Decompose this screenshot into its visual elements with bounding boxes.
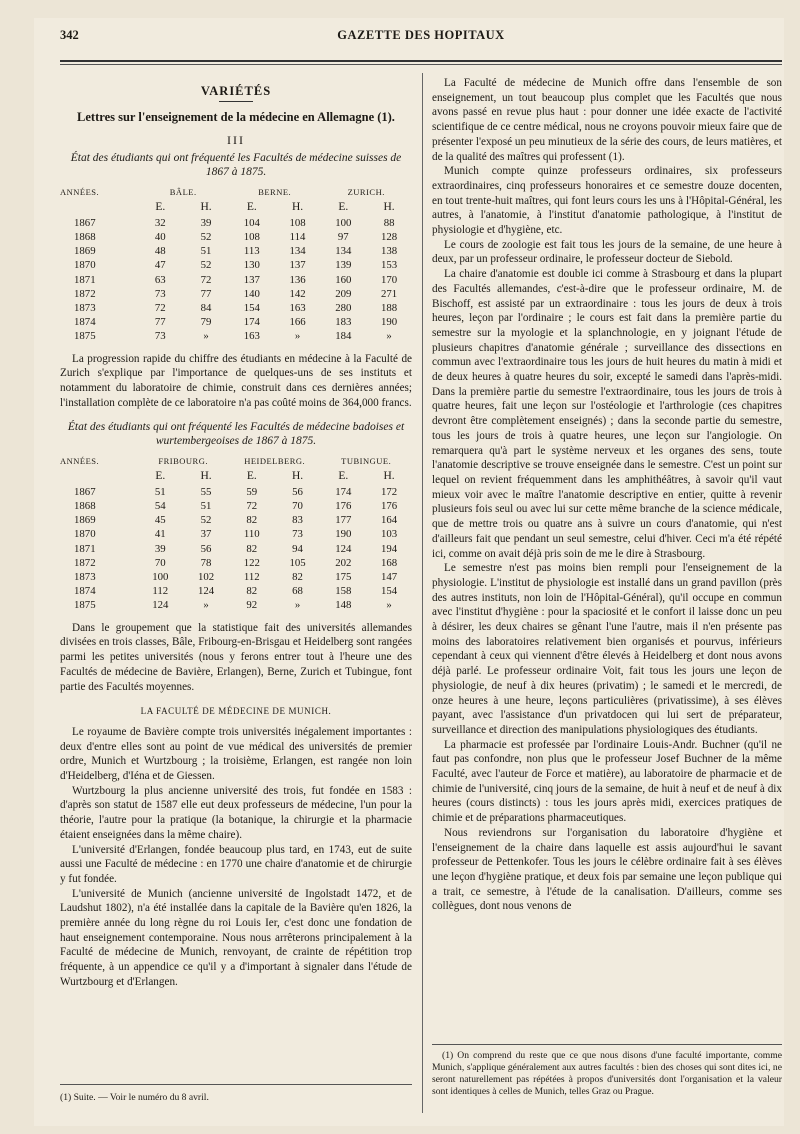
table-cell-value: 134 <box>335 245 352 258</box>
table-cell-year: 1875 <box>74 330 96 343</box>
table-cell-year: 1868 <box>74 500 96 513</box>
table-cell-value: 104 <box>243 216 260 229</box>
table-cell-value: 51 <box>200 245 212 258</box>
footnote-rule <box>60 1084 412 1085</box>
paragraph-wurtzbourg: Wurtzbourg la plus ancienne université des trois, fut fondée en 1583 : d'après son statut de 1587 elle eut deux professeurs de médecine, l'un pour la théorie, l'autre pour la pratique (la botanique, la chirurgie et la pharmacie étaient enseignées dans la même chaire). <box>60 784 412 841</box>
table-cell-year: 1873 <box>74 571 96 584</box>
table-cell-value: 56 <box>200 542 212 555</box>
table-cell-value: 174 <box>243 316 260 329</box>
table-cell-value: 271 <box>380 287 398 300</box>
table-cell-value: 166 <box>289 316 306 329</box>
table-cell-year: 1874 <box>74 585 96 598</box>
table-cell-value: » <box>386 330 392 343</box>
table-cell-value: 82 <box>246 514 258 527</box>
table-row <box>60 499 412 513</box>
table-cell-value: 163 <box>289 302 306 315</box>
table-cell-value: 73 <box>154 287 166 300</box>
table-cell-value: 72 <box>246 500 258 513</box>
table-cell-value: 73 <box>292 528 303 541</box>
paragraph-anatomy: La chaire d'anatomie est double ici comme à Strasbourg et dans la plupart des Facultés allemandes, c'est-à-dire que le professeur ordinaire, M. de Bischoff, est assisté par un extraordinaire : tous les jours de deux à trois heures, leçon par l'ordinaire ; le cours est fait dans la première partie du semestre sur la myologie et la splanchnologie, en y joignant l'étude de plusieurs chapitres d'anatomie générale ; surveillance des dissections en commun avec l'extraordinaire tous les jours de huit heures du matin à midi et de deux heures à quatre heures du soir, excepté le samedi dans l'après-midi. Dans la première partie du semestre l'extraordinaire, tous les jours de trois à quatre heures, fait une leçon sur l'ostéologie et l'arthrologie (ces chapitres devront être complètement enseignés) ; dans la seconde partie du semestre, tous les jours de trois à quatre heures, une leçon sur l'angiologie. On remarquera qu'à part le système nerveux et les organes des sens, toute l'anatomie descriptive se trouve enseignée dans le semestre. C'est un point sur lequel on revient fréquemment dans les amphithéâtres, à savoir qu'il vaut mieux voir avec le maître l'anatomie descriptive en entier, quitte à revenir plusieurs fois seul ou avec lui sur cette même branche de la science médicale, que de mettre trois ou quatre ans à suivre un cours d'anatomie, qui n'est d'ailleurs fait que pendant un seul semestre, celui d'hiver. Ceci m'a été répété ici, comme on avait déjà pris soin de me le dire à Strasbourg. <box>432 268 782 560</box>
table-cell-value: 103 <box>380 528 398 541</box>
table-cell-value: 110 <box>243 528 260 541</box>
table-cell-year: 1873 <box>74 302 96 315</box>
table-row <box>60 598 412 612</box>
table-subheader: H. <box>291 469 304 482</box>
table-cell-value: 138 <box>380 245 398 258</box>
paragraph-pharmacy: La pharmacie est professée par l'ordinaire Louis-Andr. Buchner (qu'il ne faut pas confondre, non plus que le professeur Josef Buchner de la même Faculté, avec l'auteur de Force et matière), au laboratoire de pharmacie et de chimie de l'université, cinq jours de la semaine, de huit à neuf et de neuf à dix heures (cours distincts) : tous les jours après midi, exercices pratiques de chimie et de préparations pharmaceutiques. <box>432 738 782 825</box>
table-cell-value: 130 <box>243 259 260 272</box>
table-subheader: H. <box>291 200 304 213</box>
table-cell-value: 128 <box>380 231 398 244</box>
table-header-group: FRIBOURG. <box>158 456 208 467</box>
table-cell-value: 183 <box>335 316 352 329</box>
table-cell-value: 77 <box>200 287 212 300</box>
newspaper-page <box>34 18 784 1126</box>
table-cell-value: 54 <box>154 500 166 513</box>
table-cell-value: 164 <box>380 514 398 527</box>
table-cell-value: 59 <box>246 485 258 498</box>
table-cell-value: 176 <box>380 500 398 513</box>
table-row <box>60 230 412 244</box>
table-cell-value: 82 <box>246 542 258 555</box>
table-cell-year: 1872 <box>74 287 96 300</box>
table-cell-value: » <box>203 330 209 343</box>
table-cell-year: 1870 <box>74 528 96 541</box>
table-row <box>60 513 412 527</box>
paragraph-zoology: Le cours de zoologie est fait tous les jours de la semaine, de une heure à deux, par un professeur ordinaire, le professeur docteur de Siebold. <box>432 238 782 266</box>
table-cell-value: 51 <box>154 485 166 498</box>
paragraph-bavaria: Le royaume de Bavière compte trois universités inégalement importantes : deux d'entre elles sont au point de vue médical des universités de premier ordre, Munich et Wurtzbourg ; la troisième, Erlangen, est rangée non loin d'Heidelberg, d'Iéna et de Giessen. <box>60 725 412 783</box>
table-cell-value: 113 <box>243 245 260 258</box>
table-header-group: ZURICH. <box>347 187 385 198</box>
table-cell-value: 92 <box>246 599 258 612</box>
article-title: Lettres sur l'enseignement de la médecine en Allemagne (1). <box>77 109 395 124</box>
table-cell-value: 77 <box>154 316 166 329</box>
table-row <box>60 258 412 272</box>
table-cell-value: 154 <box>243 302 260 315</box>
table-cell-value: 112 <box>243 571 260 584</box>
table-cell-year: 1869 <box>74 245 96 258</box>
table-cell-value: 136 <box>289 273 306 286</box>
table-row <box>60 287 412 301</box>
table-cell-value: 37 <box>200 528 212 541</box>
table-cell-value: 112 <box>152 585 169 598</box>
table-cell-year: 1870 <box>74 259 96 272</box>
table-cell-value: 45 <box>154 514 166 527</box>
table-row <box>60 485 412 499</box>
table-cell-value: 153 <box>380 259 398 272</box>
table-cell-value: 39 <box>154 542 166 555</box>
table-cell-value: 122 <box>243 556 260 569</box>
table-cell-value: 148 <box>335 599 352 612</box>
table-cell-value: 100 <box>335 216 352 229</box>
table-cell-value: 83 <box>292 514 303 527</box>
table-cell-value: 172 <box>380 485 398 498</box>
table-cell-year: 1871 <box>74 542 96 555</box>
paragraph-grouping: Dans le groupement que la statistique fait des universités allemandes divisées en trois classes, Bâle, Fribourg-en-Brisgau et Heidelberg sont rangées parmi les petites universités (nous y ferons entrer tout à l'heure une des Facultés de médecine de Bavière, Erlangen), Berne, Zurich et Tubingue, font partie des Facultés moyennes. <box>60 621 412 693</box>
table-header-years: ANNÉES. <box>60 187 100 198</box>
table-cell-value: 194 <box>380 542 398 555</box>
table-subheader: E. <box>338 469 349 482</box>
paragraph-zurich: La progression rapide du chiffre des étudiants en médecine à la Faculté de Zurich s'explique par l'importance de quelques-uns de ses instituts et notamment du laboratoire de chimie, construit dans ces dernières années; l'installation complète de ce laboratoire n'a pas coûté moins de 364,000 francs. <box>60 352 412 409</box>
table-header-group: HEIDELBERG. <box>244 456 306 467</box>
paragraph-erlangen: L'université d'Erlangen, fondée beaucoup plus tard, en 1743, eut de suite aussi une Faculté de médecine : en 1770 une chaire d'anatomie et de chirurgie y fut fondée. <box>60 843 412 885</box>
table-cell-value: 100 <box>152 571 169 584</box>
table-cell-year: 1871 <box>74 273 96 286</box>
table-subheader-row <box>60 469 412 485</box>
table-row <box>60 584 412 598</box>
table-cell-value: 41 <box>154 528 166 541</box>
table-cell-value: » <box>203 599 209 612</box>
left-column <box>60 76 412 990</box>
section-title: VARIÉTÉS <box>200 84 272 98</box>
table-header-group: BERNE. <box>258 187 292 198</box>
table-cell-value: 174 <box>335 485 352 498</box>
table-cell-value: 202 <box>335 556 352 569</box>
table-cell-value: 55 <box>200 485 212 498</box>
table-cell-value: 160 <box>335 273 352 286</box>
paragraph-physiology: Le semestre n'est pas moins bien rempli pour l'enseignement de la physiologie. L'institut de physiologie est installé dans un grand pavillon (près des autres instituts, non loin de l'Hôpital-Général), qu'il occupe en commun avec l'institut d'hygiène : pour la spaciosité et le confort il laisse donc un peu à désirer, les deux chaires se gênant l'une l'autre, mais il n'en présente pas moins des laboratoires relativement bien organisés et pourvus, inférieurs cependant à ceux qui viennent d'être élevés à Heidelberg et dont nous avons déjà parlé. Le professeur ordinaire Voit, fait tous les jours une leçon de physiologie, de neuf à dix heures (privatim) ; le samedi et le mercredi, de onze heures à une heure, leçons particulières (privatissime), à ses élèves payant, avec l'assistance d'un privatdocen qui lui sert de préparateur, surveillance et direction des manipulations physiologiques des étudiants. <box>432 562 782 736</box>
table-cell-value: 82 <box>292 571 303 584</box>
table1-title: État des étudiants qui ont fréquenté les Facultés de médecine suisses de 1867 à 1875. <box>70 152 402 179</box>
table-cell-value: 147 <box>380 571 398 584</box>
table-cell-value: 108 <box>243 231 260 244</box>
column-divider <box>422 73 423 1113</box>
table-cell-value: 32 <box>154 216 166 229</box>
table-cell-value: 52 <box>200 514 212 527</box>
table-row <box>60 329 412 343</box>
table-subheader: E. <box>246 469 257 482</box>
table-row <box>60 527 412 541</box>
table-cell-value: 124 <box>152 599 169 612</box>
table-cell-value: 137 <box>289 259 306 272</box>
table-row <box>60 301 412 315</box>
table-cell-value: 56 <box>292 485 303 498</box>
table-cell-value: 51 <box>200 500 212 513</box>
table-cell-value: 105 <box>289 556 306 569</box>
table1-body <box>60 200 412 344</box>
header-rule <box>60 60 782 62</box>
page-number: 342 <box>60 28 79 42</box>
table-subheader: E. <box>246 200 257 213</box>
table-cell-value: 47 <box>154 259 166 272</box>
footnote-rule <box>432 1044 782 1045</box>
table-row <box>60 244 412 258</box>
swiss-faculties-table <box>60 185 412 343</box>
part-number: III <box>227 132 245 147</box>
table-cell-value: 114 <box>289 231 306 244</box>
table-cell-value: 176 <box>335 500 352 513</box>
table-cell-year: 1875 <box>74 599 96 612</box>
table-cell-value: 158 <box>335 585 352 598</box>
table-subheader: H. <box>383 469 395 482</box>
table-cell-value: 73 <box>154 330 166 343</box>
paragraph-professors: Munich compte quinze professeurs ordinaires, six professeurs extraordinaires, cinq professeurs honoraires et ce semestre douze docenten, en tout trente-huit maîtres, qui font leurs cours les uns à l'Hôpital-Général, les autres, à l'anatomie, à l'institut d'anatomie pathologique, à l'institut de physiologie et d'hygiène, etc. <box>432 165 782 237</box>
table-cell-value: 139 <box>335 259 352 272</box>
table-cell-value: 39 <box>200 216 212 229</box>
table-cell-value: » <box>294 330 301 343</box>
table2-title: État des étudiants qui ont fréquenté les Facultés de médecine badoises et wurtembergeoises de 1867 à 1875. <box>67 421 405 448</box>
table-cell-year: 1869 <box>74 514 96 527</box>
table-cell-value: 52 <box>200 259 212 272</box>
baden-wurttemberg-faculties-table <box>60 454 412 612</box>
table-cell-year: 1868 <box>74 231 96 244</box>
table-header-years: ANNÉES. <box>60 456 100 467</box>
footnote-right <box>432 1050 782 1098</box>
table-row <box>60 542 412 556</box>
footnote-left: (1) Suite. — Voir le numéro du 8 avril. <box>60 1092 209 1103</box>
table-row <box>60 556 412 570</box>
table-cell-year: 1867 <box>74 485 96 498</box>
table-cell-value: 84 <box>200 302 212 315</box>
table-row <box>60 273 412 287</box>
table-cell-value: » <box>294 599 301 612</box>
table-cell-value: 170 <box>380 273 398 286</box>
table-header-group: TUBINGUE. <box>341 456 392 467</box>
paragraph-hygiene: Nous reviendrons sur l'organisation du laboratoire d'hygiène et l'enseignement de la chaire dans laquelle est assis aujourd'hui le savant professeur de Pettenkofer. Tous les jours le célèbre ordinaire fait à ses élèves une leçon d'hygiène pratique, et deux fois par semaine une leçon publique qui a trait, ce semestre, à l'étude de la canalisation. D'ailleurs, comme ses collègues, dont nous venons de <box>432 826 782 913</box>
table-cell-value: 280 <box>335 302 352 315</box>
table-cell-value: 168 <box>380 556 398 569</box>
table-cell-value: 40 <box>154 231 166 244</box>
table-cell-value: 177 <box>335 514 352 527</box>
table-cell-value: 134 <box>289 245 306 258</box>
table-cell-value: 102 <box>197 571 215 584</box>
table-cell-value: 108 <box>289 216 306 229</box>
table-cell-value: 175 <box>335 571 352 584</box>
table-cell-value: 97 <box>337 231 349 244</box>
table-cell-value: 72 <box>200 273 212 286</box>
table-cell-year: 1867 <box>74 216 96 229</box>
table-cell-value: 190 <box>380 316 398 329</box>
table2-body <box>60 469 412 613</box>
table-cell-value: 142 <box>289 287 306 300</box>
page-header <box>60 28 782 50</box>
right-column <box>432 76 782 914</box>
title-rule <box>219 101 253 102</box>
table-cell-value: 124 <box>335 542 352 555</box>
table-subheader: E. <box>155 200 166 213</box>
table-cell-value: 188 <box>380 302 398 315</box>
table-cell-value: 190 <box>335 528 352 541</box>
table-cell-value: 63 <box>154 273 166 286</box>
table-subheader: H. <box>383 200 395 213</box>
table-cell-value: 48 <box>154 245 166 258</box>
table-cell-value: 184 <box>335 330 352 343</box>
table-cell-value: 68 <box>292 585 303 598</box>
header-rule-thin <box>60 64 782 65</box>
table-cell-value: 140 <box>243 287 260 300</box>
table-cell-year: 1874 <box>74 316 96 329</box>
table-cell-value: 72 <box>154 302 166 315</box>
table-cell-year: 1872 <box>74 556 96 569</box>
table-subheader-row <box>60 200 412 216</box>
table-cell-value: 94 <box>292 542 303 555</box>
table-cell-value: 82 <box>246 585 258 598</box>
subsection-title: LA FACULTÉ DE MÉDECINE DE MUNICH. <box>140 706 332 717</box>
table-cell-value: 88 <box>383 216 395 229</box>
table-row <box>60 216 412 230</box>
table-subheader: E. <box>338 200 349 213</box>
table-row <box>60 315 412 329</box>
table-cell-value: 137 <box>243 273 260 286</box>
table-cell-value: 52 <box>200 231 212 244</box>
paragraph-munich: L'université de Munich (ancienne université de Ingolstadt 1472, et de Laudshut 1802), n'a été installée dans la capitale de la Bavière qu'en 1826, la première année du long règne du roi Louis Ier, c'est donc une fondation de haut enseignement contemporaine. Nous nous arrêterons principalement à la Faculté de médecine de Munich, renvoyant, de crainte de répétition trop fréquente, à un appendice ce qu'il y a d'important à signaler dans l'étude de Wurtzbourg et d'Erlangen. <box>60 887 412 988</box>
table-subheader: H. <box>200 469 212 482</box>
table-cell-value: 163 <box>243 330 260 343</box>
table-cell-value: 209 <box>335 287 352 300</box>
paragraph-munich-overview: La Faculté de médecine de Munich offre dans l'ensemble de son enseignement, un tout beaucoup plus complet que les Facultés que nous avons passé en revue plus haut : pour donner une idée exacte de l'activité scientifique de ce centre médical, nous ne croyons pouvoir mieux faire que de présenter l'exposé un peu minutieux de la série des cours, de leurs matières, et de la qualité des maîtres qui professent (1). <box>432 77 782 163</box>
table-cell-value: 124 <box>197 585 215 598</box>
table-cell-value: 70 <box>292 500 303 513</box>
table-cell-value: 79 <box>200 316 212 329</box>
table-subheader: E. <box>155 469 166 482</box>
table-cell-value: 154 <box>380 585 398 598</box>
footnote-text: (1) On comprend du reste que ce que nous disons d'une faculté importante, comme Munich, s'applique généralement aux autres facultés : bien des choses qui sont dites ici, ne seront naturellement pas répétées à propos d'universités dont l'organisation et la valeur sont identiques à celles de Munich, telles Graz ou Prague. <box>432 1050 782 1097</box>
table-row <box>60 570 412 584</box>
table-header-group: BÂLE. <box>169 187 197 198</box>
journal-title: GAZETTE DES HOPITAUX <box>337 28 505 42</box>
table-cell-value: 78 <box>200 556 212 569</box>
table-cell-value: » <box>386 599 392 612</box>
table-subheader: H. <box>200 200 212 213</box>
table-cell-value: 70 <box>154 556 166 569</box>
